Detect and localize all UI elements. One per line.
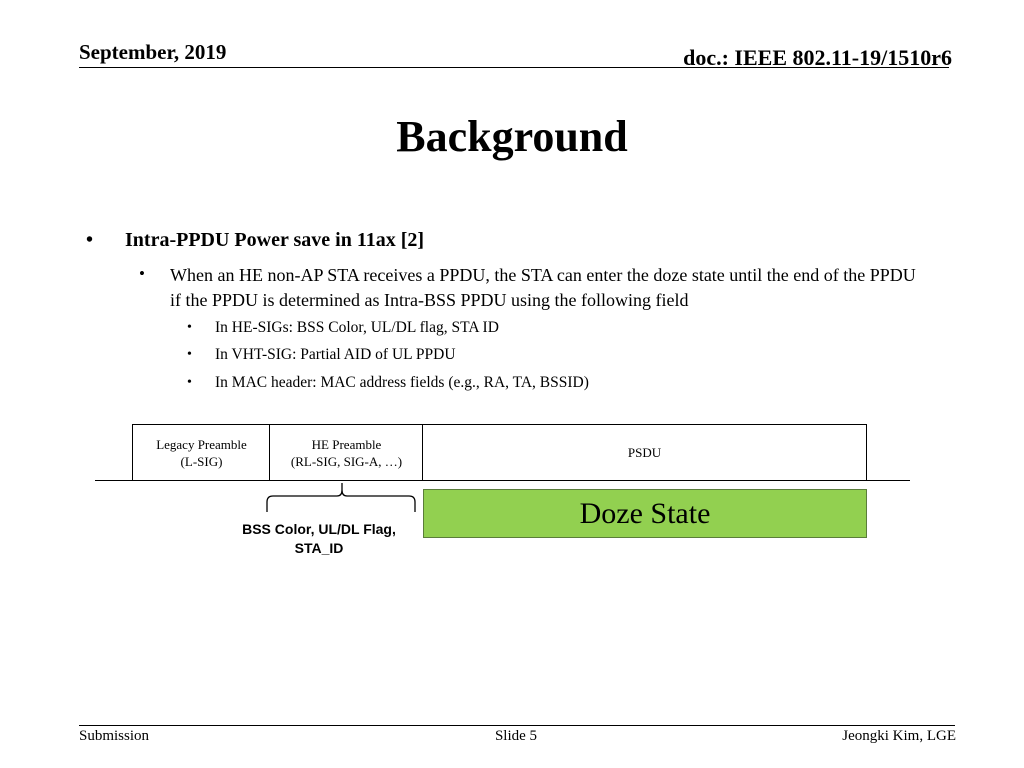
doze-state-bar <box>423 489 867 538</box>
he-preamble-sublabel: (RL-SIG, SIG-A, …) <box>290 453 403 469</box>
footer-slide-number: Slide 5 <box>494 728 538 744</box>
bullet-level1-text: Intra-PPDU Power save in 11ax [2] <box>125 229 425 251</box>
legacy-preamble-box <box>132 424 271 481</box>
slide-title: Background <box>396 112 628 161</box>
brace-icon <box>264 480 420 516</box>
bullet-marker-level2: • <box>139 264 145 283</box>
he-preamble-box <box>269 424 424 481</box>
psdu-box <box>422 424 867 481</box>
header-divider <box>79 67 949 68</box>
footer-divider <box>79 725 955 726</box>
header-doc-id: doc.: IEEE 802.11-19/1510r6 <box>683 45 952 70</box>
he-preamble-label: HE Preamble <box>311 436 382 452</box>
bullet-level3-text: In VHT-SIG: Partial AID of UL PPDU <box>215 346 456 363</box>
footer-author: Jeongki Kim, LGE <box>842 728 956 744</box>
footer-submission: Submission <box>79 728 150 744</box>
brace-label: BSS Color, UL/DL Flag, STA_ID <box>242 521 396 556</box>
psdu-label: PSDU <box>627 445 662 460</box>
legacy-preamble-label: Legacy Preamble <box>156 436 247 452</box>
bullet-level3-text: In HE-SIGs: BSS Color, UL/DL flag, STA ID <box>215 319 499 336</box>
bullet-marker-level1: • <box>86 229 94 251</box>
bullet-level2-text: When an HE non-AP STA receives a PPDU, the STA can enter the doze state until the end of the PPDU if the PPDU is determined as Intra-BSS PPDU using the following field <box>170 265 916 310</box>
doze-state-label: Doze State <box>579 496 711 530</box>
bullet-marker-level3: • <box>187 375 192 390</box>
header-date: September, 2019 <box>79 40 227 64</box>
bullet-level3-text: In MAC header: MAC address fields (e.g., RA, TA, BSSID) <box>215 374 589 391</box>
legacy-preamble-sublabel: (L-SIG) <box>180 453 223 469</box>
bullet-marker-level3: • <box>187 347 192 362</box>
bullet-marker-level3: • <box>187 320 192 335</box>
